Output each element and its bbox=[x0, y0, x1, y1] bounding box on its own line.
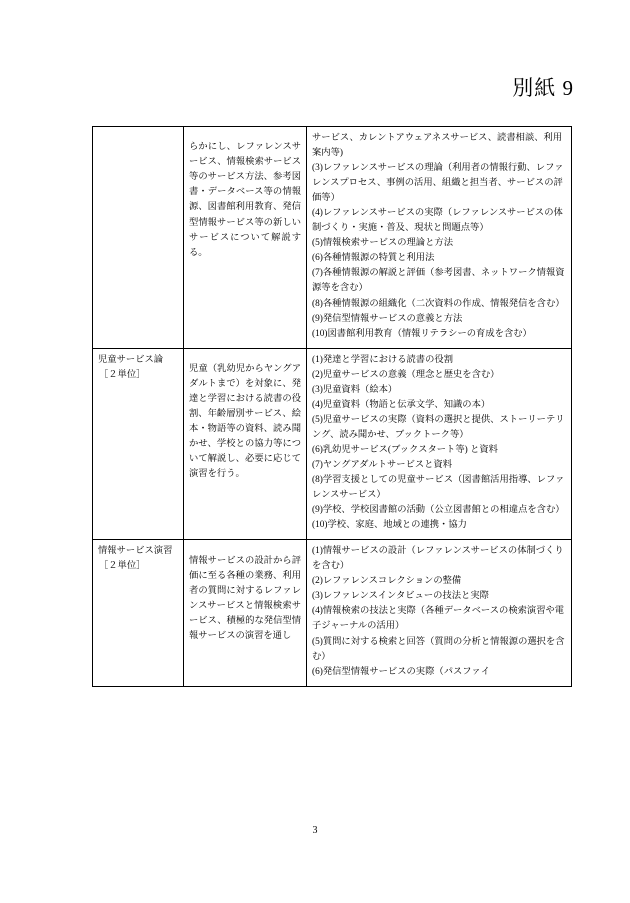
course-name-cell bbox=[93, 348, 184, 540]
list-item: (9)発信型情報サービスの意義と方法 bbox=[312, 313, 463, 324]
list-item: (8)各種情報源の組織化（二次資料の作成、情報発信を含む） bbox=[312, 298, 565, 309]
list-item: (6)各種情報源の特質と利用法 bbox=[312, 253, 435, 264]
table-row bbox=[93, 127, 572, 349]
list-item: (6)発信型情報サービスの実際（パスファイ bbox=[312, 666, 490, 677]
list-item: (9)学校、学校図書館の活動（公立図書館との相違点を含む） bbox=[312, 505, 565, 516]
list-item: (5)情報検索サービスの理論と方法 bbox=[312, 238, 453, 249]
course-items-cell bbox=[307, 540, 572, 686]
list-item: (8)学習支援としての児童サービス（図書館活用指導、レファレンスサービス） bbox=[312, 475, 565, 501]
list-item: (7)各種情報源の解説と評価（参考図書、ネットワーク情報資源等を含む） bbox=[312, 268, 565, 294]
list-item: (5)児童サービスの実際（資料の選択と提供、ストーリーテリング、読み聞かせ、ブックトーク等） bbox=[312, 414, 565, 440]
list-item: (2)レファレンスコレクションの整備 bbox=[312, 576, 462, 587]
list-item: (4)情報検索の技法と実際（各種データベースの検索演習や電子ジャーナルの活用） bbox=[312, 606, 565, 632]
course-name-cell bbox=[93, 540, 184, 686]
list-item: (10)図書館利用教育（情報リテラシーの育成を含む） bbox=[312, 328, 532, 339]
document-label: 別紙 9 bbox=[512, 76, 574, 100]
course-description-cell bbox=[184, 127, 307, 349]
list-item: サービス、カレントアウェアネスサービス、読書相談、利用案内等) bbox=[312, 133, 563, 159]
syllabus-table-body bbox=[93, 127, 572, 687]
course-description-cell bbox=[184, 348, 307, 540]
course-items-cell bbox=[307, 348, 572, 540]
list-item: (10)学校、家庭、地域との連携・協力 bbox=[312, 520, 467, 531]
course-items-cell bbox=[307, 127, 572, 349]
course-credits: ［２単位］ bbox=[98, 369, 146, 380]
list-item: (5)質問に対する検索と回答（質問の分析と情報源の選択を含む） bbox=[312, 636, 565, 662]
list-item: (3)児童資料（絵本） bbox=[312, 384, 398, 395]
course-title: 児童サービス論 bbox=[98, 354, 164, 365]
course-title: 情報サービス演習 bbox=[98, 546, 173, 557]
course-items-list bbox=[312, 131, 566, 342]
course-name-cell bbox=[93, 127, 184, 349]
table-row bbox=[93, 540, 572, 686]
list-item: (3)レファレンスサービスの理論（利用者の情報行動、レファレンスプロセス、事例の活用、組織と担当者、サービスの評価等） bbox=[312, 163, 564, 204]
list-item: (3)レファレンスインタビューの技法と実際 bbox=[312, 591, 489, 602]
course-description-text: らかにし、レファレンスサービス、情報検索サービス等のサービス方法、参考図書・データベース等の情報源、図書館利用教育、発信型情報サービス等の新しいサービスについて解説する。 bbox=[189, 142, 301, 258]
list-item: (1)情報サービスの設計（レファレンスサービスの体制づくりを含む） bbox=[312, 546, 564, 572]
list-item: (4)レファレンスサービスの実際（レファレンスサービスの体制づくり・実施・普及、現状と問題点等） bbox=[312, 208, 563, 234]
course-credits: ［２単位］ bbox=[98, 561, 146, 572]
course-items-list bbox=[312, 544, 566, 679]
syllabus-table bbox=[92, 126, 572, 687]
list-item: (6)乳幼児サービス(ブックスタート等) と資料 bbox=[312, 444, 498, 455]
list-item: (1)発達と学習における読書の役割 bbox=[312, 354, 453, 365]
course-description-text: 児童（乳幼児からヤングアダルトまで）を対象に、発達と学習における読書の役割、年齢層別サービス、絵本・物語等の資料、読み聞かせ、学校との協力等について解説し、必要に応じて演習を行う。 bbox=[189, 363, 301, 480]
course-description-text: 情報サービスの設計から評価に至る各種の業務、利用者の質問に対するレファレンスサービスと情報検索サービス、積極的な発信型情報サービスの演習を通し bbox=[189, 555, 301, 641]
list-item: (7)ヤングアダルトサービスと資料 bbox=[312, 459, 453, 470]
table-row bbox=[93, 348, 572, 540]
course-description-cell bbox=[184, 540, 307, 686]
page-number: 3 bbox=[312, 825, 318, 836]
course-items-list bbox=[312, 353, 566, 534]
list-item: (2)児童サービスの意義（理念と歴史を含む） bbox=[312, 369, 500, 380]
list-item: (4)児童資料（物語と伝承文学、知識の本） bbox=[312, 399, 491, 410]
